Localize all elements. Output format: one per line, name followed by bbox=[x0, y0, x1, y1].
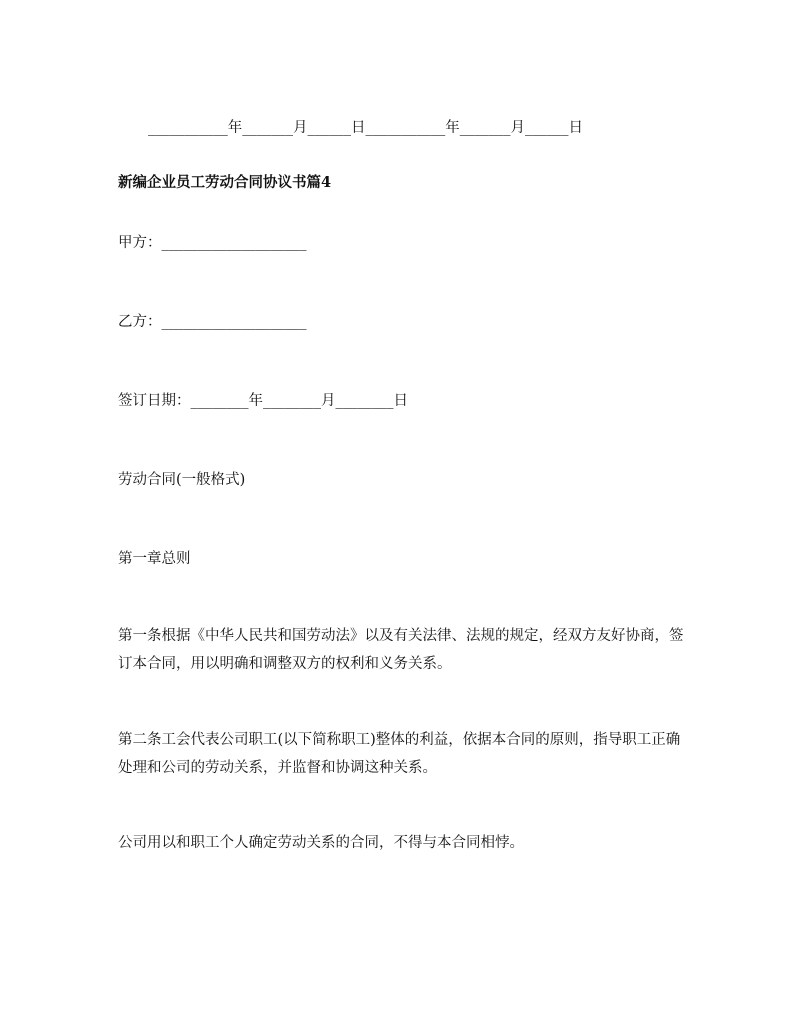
sign-date-field: 签订日期：________年________月________日 bbox=[118, 393, 408, 409]
party-b-field: 乙方：____________________ bbox=[118, 314, 307, 330]
article-2-paragraph: 第二条工会代表公司职工(以下简称职工)整体的利益，依据本合同的原则，指导职工正确处理和公司的劳动关系，并监督和协调这种关系。 bbox=[118, 732, 681, 776]
document-title: 新编企业员工劳动合同协议书篇4 bbox=[118, 174, 332, 191]
article-1-paragraph: 第一条根据《中华人民共和国劳动法》以及有关法律、法规的规定，经双方友好协商，签订本合同，用以明确和调整双方的权利和义务关系。 bbox=[118, 628, 684, 672]
party-a-field: 甲方：____________________ bbox=[118, 235, 307, 251]
paragraph-3: 公司用以和职工个人确定劳动关系的合同，不得与本合同相悖。 bbox=[118, 835, 524, 851]
contract-type-heading: 劳动合同(一般格式) bbox=[118, 472, 246, 488]
chapter-heading: 第一章总则 bbox=[118, 551, 191, 567]
signature-date-row: ___________年_______月______日___________年_______月______日 bbox=[148, 120, 583, 136]
